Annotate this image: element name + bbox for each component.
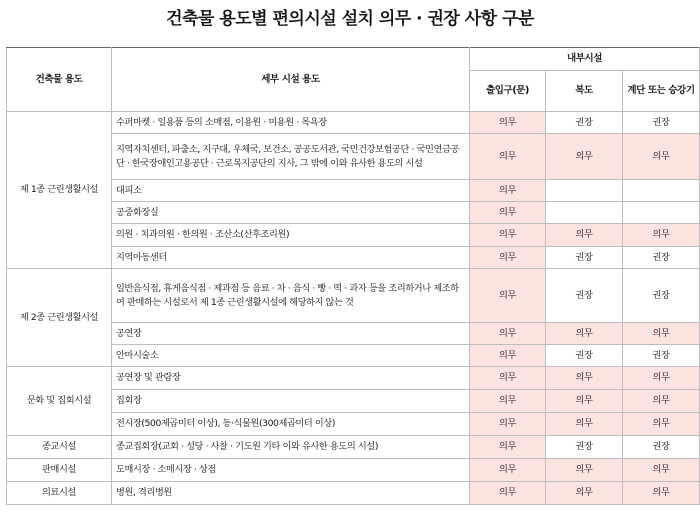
stairs-cell	[623, 202, 700, 224]
entrance-cell: 의무	[470, 413, 546, 436]
entrance-cell: 의무	[470, 482, 546, 505]
detail-cell: 집회장	[112, 390, 470, 413]
header-internal: 내부시설	[470, 48, 700, 71]
table-row	[7, 112, 700, 134]
detail-cell: 지역아동센터	[112, 247, 470, 269]
table-row	[7, 459, 700, 482]
table-header	[7, 48, 700, 112]
header-corridor: 복도	[546, 71, 623, 112]
stairs-cell: 권장	[623, 436, 700, 459]
entrance-cell: 의무	[470, 367, 546, 390]
corridor-cell: 의무	[546, 224, 623, 247]
category-cell: 문화 및 집회시설	[7, 367, 112, 436]
header-detail-use: 세부 시설 용도	[112, 48, 470, 112]
detail-cell: 공연장	[112, 323, 470, 345]
corridor-cell: 의무	[546, 459, 623, 482]
table-row	[7, 436, 700, 459]
stairs-cell: 의무	[623, 323, 700, 345]
page-title: 건축물 용도별 편의시설 설치 의무 · 권장 사항 구분	[166, 9, 534, 29]
corridor-cell: 의무	[546, 134, 623, 180]
entrance-cell: 의무	[470, 202, 546, 224]
corridor-cell: 의무	[546, 413, 623, 436]
stairs-cell: 권장	[623, 112, 700, 134]
corridor-cell: 권장	[546, 269, 623, 323]
corridor-cell: 의무	[546, 367, 623, 390]
detail-cell: 일반음식점, 휴게음식점 · 제과점 등 음료 · 차 · 음식 · 빵 · 떡 · 과자 등을 조리하거나 제조하여 판매하는 시설로서 제 1종 근린생활시설에 해당하지 않는 것	[112, 269, 470, 323]
entrance-cell: 의무	[470, 112, 546, 134]
header-entrance: 출입구(문)	[470, 71, 546, 112]
entrance-cell: 의무	[470, 180, 546, 202]
detail-cell: 안마시술소	[112, 345, 470, 367]
facility-requirements-table	[6, 47, 700, 505]
category-cell: 의료시설	[7, 482, 112, 505]
category-cell: 제 2종 근린생활시설	[7, 269, 112, 367]
category-cell: 판매시설	[7, 459, 112, 482]
corridor-cell: 권장	[546, 247, 623, 269]
corridor-cell	[546, 180, 623, 202]
entrance-cell: 의무	[470, 323, 546, 345]
entrance-cell: 의무	[470, 224, 546, 247]
entrance-cell: 의무	[470, 247, 546, 269]
entrance-cell: 의무	[470, 345, 546, 367]
detail-cell: 공중화장실	[112, 202, 470, 224]
detail-cell: 도매시장 · 소매시장 · 상점	[112, 459, 470, 482]
detail-cell: 전시장(500제곱미터 이상), 동·식물원(300제곱미터 이상)	[112, 413, 470, 436]
entrance-cell: 의무	[470, 459, 546, 482]
corridor-cell: 의무	[546, 482, 623, 505]
stairs-cell: 의무	[623, 134, 700, 180]
detail-cell: 병원, 격리병원	[112, 482, 470, 505]
detail-cell: 대피소	[112, 180, 470, 202]
stairs-cell: 의무	[623, 390, 700, 413]
detail-cell: 종교집회장(교회 · 성당 · 사찰 · 기도원 기타 이와 유사한 용도의 시설)	[112, 436, 470, 459]
stairs-cell: 권장	[623, 247, 700, 269]
detail-cell: 지역자치센터, 파출소, 지구대, 우체국, 보건소, 공공도서관, 국민건강보험공단 · 국민연금공단 · 한국장애인고용공단 · 근로복지공단의 지사, 그 밖에 이와 유사한 용도의 시설	[112, 134, 470, 180]
corridor-cell: 권장	[546, 345, 623, 367]
detail-cell: 수퍼마켓 · 일용품 등의 소매점, 이용원 · 미용원 · 목욕장	[112, 112, 470, 134]
table-body	[7, 112, 700, 505]
corridor-cell	[546, 202, 623, 224]
entrance-cell: 의무	[470, 390, 546, 413]
category-cell: 종교시설	[7, 436, 112, 459]
category-cell: 제 1종 근린생활시설	[7, 112, 112, 269]
stairs-cell: 의무	[623, 482, 700, 505]
table-row	[7, 482, 700, 505]
header-stairs: 계단 또는 승강기	[623, 71, 700, 112]
detail-cell: 의원 · 치과의원 · 한의원 · 조산소(산후조리원)	[112, 224, 470, 247]
detail-cell: 공연장 및 관람장	[112, 367, 470, 390]
corridor-cell: 권장	[546, 112, 623, 134]
corridor-cell: 의무	[546, 390, 623, 413]
header-building-use: 건축물 용도	[7, 48, 112, 112]
corridor-cell: 의무	[546, 323, 623, 345]
stairs-cell: 의무	[623, 413, 700, 436]
stairs-cell: 의무	[623, 459, 700, 482]
table-row	[7, 367, 700, 390]
entrance-cell: 의무	[470, 269, 546, 323]
stairs-cell: 권장	[623, 345, 700, 367]
entrance-cell: 의무	[470, 134, 546, 180]
stairs-cell	[623, 180, 700, 202]
entrance-cell: 의무	[470, 436, 546, 459]
table-row	[7, 269, 700, 323]
stairs-cell: 의무	[623, 367, 700, 390]
corridor-cell: 권장	[546, 436, 623, 459]
stairs-cell: 의무	[623, 224, 700, 247]
stairs-cell: 권장	[623, 269, 700, 323]
